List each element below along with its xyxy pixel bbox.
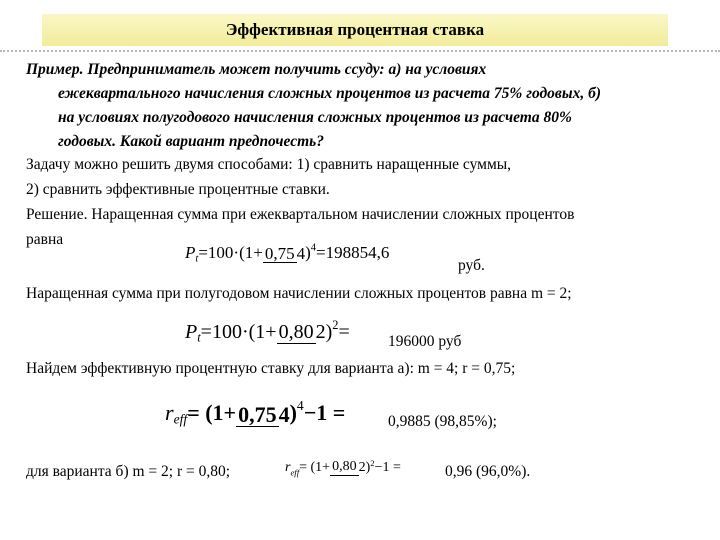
example-line-2: ежеквартального начисления сложных процентов из расчета 75% годовых, б) xyxy=(58,85,601,102)
formula-quarterly: $P_t=100\cdot(1+ 0,75$ 4)$^4$=198854,6 xyxy=(185,242,390,265)
text-line-5: Наращенная сумма при полугодовом начислении сложных процентов равна m = 2; xyxy=(26,285,572,302)
formula-eff-b: $r_{eff}= (1+ 0,80$ 2)$^2$−1 = xyxy=(285,458,401,478)
formula-eff-a: $r_{eff}= (1+0,754)^4-1$ = xyxy=(165,398,346,428)
dotted-divider xyxy=(0,50,720,52)
slide-title: Эффективная процентная ставка xyxy=(42,14,668,46)
text-line-2: 2) сравнить эффективные процентные ставки. xyxy=(26,181,330,198)
text-line-1: Задачу можно решить двумя способами: 1) сравнить наращенные суммы, xyxy=(26,156,512,173)
result-4: 0,96 (96,0%). xyxy=(445,463,531,480)
text-line-7: для варианта б) m = 2; r = 0,80; xyxy=(26,463,231,480)
example-line-3: на условиях полугодового начисления сложных процентов из расчета 80% xyxy=(58,109,572,126)
example-line-1: Пример. Предприниматель может получить ссуду: а) на условиях xyxy=(26,61,487,78)
text-line-3: Решение. Наращенная сумма при ежеквартальном начислении сложных процентов xyxy=(26,206,575,223)
example-line-4: годовых. Какой вариант предпочесть? xyxy=(58,133,324,150)
result-2: 196000 руб xyxy=(388,333,462,350)
result-3: 0,9885 (98,85%); xyxy=(388,413,497,430)
text-line-6: Найдем эффективную процентную ставку для варианта а): m = 4; r = 0,75; xyxy=(26,360,516,377)
rub-label: руб. xyxy=(458,257,485,274)
formula-semiannual: $P_t=100\cdot(1+ 0,80$ 2)$^2$= xyxy=(185,318,350,345)
text-line-4: равна xyxy=(26,231,64,248)
